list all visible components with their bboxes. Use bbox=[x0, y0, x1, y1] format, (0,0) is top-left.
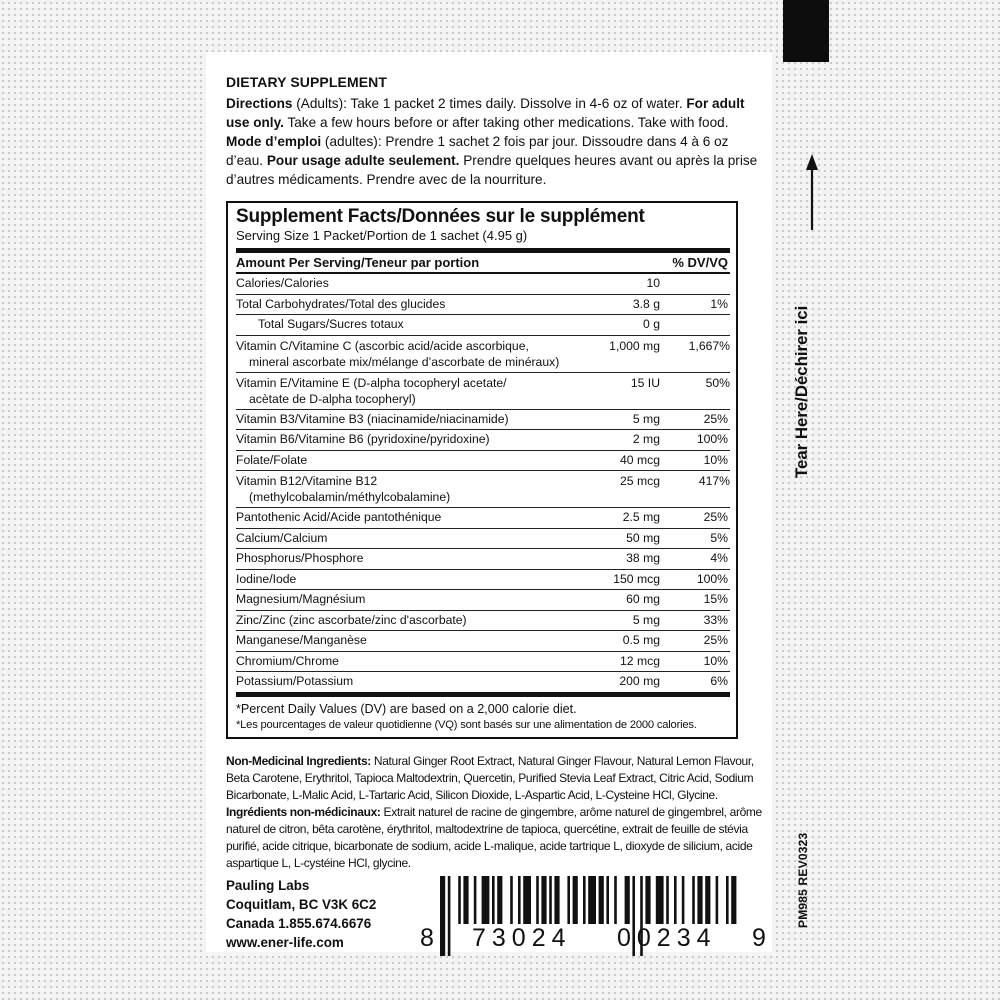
barcode-bar bbox=[510, 876, 513, 924]
barcode-bar bbox=[645, 876, 650, 924]
nutrient-name-line-2: (methylcobalamin/méthylcobalamine) bbox=[249, 490, 451, 504]
ingredients-fr-label: Ingrédients non-médicinaux: bbox=[226, 804, 381, 819]
nutrient-name bbox=[236, 372, 568, 409]
barcode-bar bbox=[554, 876, 559, 924]
barcode-bar bbox=[705, 876, 710, 924]
barcode-bar bbox=[518, 876, 521, 924]
nutrient-name-line: Zinc/Zinc (zinc ascorbate/zinc d'ascorbate) bbox=[236, 612, 467, 627]
nutrient-amount: 38 mg bbox=[568, 549, 660, 570]
directions-fr: (adultes): Prendre 1 sachet 2 fois par jour. Dissoudre dans 4 à 6 oz d’eau. bbox=[226, 134, 729, 168]
barcode-bar bbox=[614, 876, 617, 924]
barcode-bar bbox=[692, 876, 695, 924]
barcode-bar bbox=[448, 876, 451, 956]
nutrient-name bbox=[236, 672, 568, 693]
nutrient-amount: 2 mg bbox=[568, 430, 660, 451]
amount-header: Amount Per Serving/Teneur par portion bbox=[236, 253, 660, 273]
nutrient-row bbox=[236, 651, 730, 672]
nutrient-dv: 1,667% bbox=[660, 335, 730, 372]
nutrient-table bbox=[236, 253, 730, 693]
nutrient-amount: 0 g bbox=[568, 315, 660, 336]
nutrient-name bbox=[236, 335, 568, 372]
nutrient-dv bbox=[660, 315, 730, 336]
nutrient-name-line: Iodine/Iode bbox=[236, 571, 297, 586]
barcode-bar bbox=[682, 876, 685, 924]
nutrient-dv: 15% bbox=[660, 590, 730, 611]
barcode-bar bbox=[549, 876, 552, 924]
barcode-bar bbox=[482, 876, 490, 924]
nutrient-dv: 100% bbox=[660, 430, 730, 451]
nutrient-row bbox=[236, 528, 730, 549]
barcode-bar bbox=[731, 876, 736, 924]
tear-here-label[interactable]: Tear Here/Déchirer ici bbox=[792, 305, 811, 478]
nutrient-name-line: Magnesium/Magnésium bbox=[236, 592, 366, 606]
barcode-bar bbox=[523, 876, 531, 924]
company-phone: Canada 1.855.674.6676 bbox=[226, 916, 372, 931]
barcode-bar bbox=[541, 876, 546, 924]
nutrient-row bbox=[236, 409, 730, 430]
barcode-bar bbox=[656, 876, 664, 924]
nutrient-dv: 10% bbox=[660, 651, 730, 672]
nutrient-row bbox=[236, 335, 730, 372]
barcode-bar bbox=[625, 876, 630, 924]
nutrient-row bbox=[236, 471, 730, 508]
nutrient-dv: 10% bbox=[660, 450, 730, 471]
directions-en-bold: For adult use only. bbox=[226, 96, 745, 130]
nutrient-name-line-2: mineral ascorbate mix/mélange d’ascorbate de minéraux) bbox=[249, 354, 560, 369]
barcode-bar bbox=[666, 876, 669, 924]
nutrient-row bbox=[236, 610, 730, 631]
nutrient-amount: 15 IU bbox=[568, 372, 660, 409]
directions-en: (Adults): Take 1 packet 2 times daily. Dissolve in 4-6 oz of water. bbox=[292, 96, 687, 111]
nutrient-row bbox=[236, 273, 730, 294]
barcode-left-group: 73024 bbox=[472, 924, 572, 952]
ingredients-en-label: Non-Medicinal Ingredients: bbox=[226, 753, 371, 768]
nutrient-name-line: Pantothenic Acid/Acide pantothénique bbox=[236, 510, 442, 524]
serving-size: Serving Size 1 Packet/Portion de 1 sachet (4.95 g) bbox=[236, 228, 730, 253]
nutrient-row bbox=[236, 430, 730, 451]
barcode-bar bbox=[573, 876, 578, 924]
nutrient-row bbox=[236, 590, 730, 611]
label-content bbox=[226, 74, 766, 872]
nutrient-dv: 6% bbox=[660, 672, 730, 693]
nutrient-name bbox=[236, 409, 568, 430]
nutrient-name bbox=[236, 569, 568, 590]
nutrient-dv bbox=[660, 273, 730, 294]
dv-header: % DV/VQ bbox=[660, 253, 730, 273]
nutrient-dv: 25% bbox=[660, 508, 730, 529]
nutrient-name bbox=[236, 549, 568, 570]
nutrient-amount: 1,000 mg bbox=[568, 335, 660, 372]
nutrient-dv: 5% bbox=[660, 528, 730, 549]
nutrient-name bbox=[236, 430, 568, 451]
nutrient-row bbox=[236, 372, 730, 409]
nutrient-amount: 12 mcg bbox=[568, 651, 660, 672]
nutrient-name bbox=[236, 590, 568, 611]
nutrient-amount: 25 mcg bbox=[568, 471, 660, 508]
barcode-bar bbox=[674, 876, 677, 924]
nutrient-row bbox=[236, 569, 730, 590]
barcode-bar bbox=[697, 876, 702, 924]
nutrient-name bbox=[236, 273, 568, 294]
nutrient-row bbox=[236, 315, 730, 336]
barcode-bar bbox=[583, 876, 586, 924]
nutrient-name bbox=[236, 651, 568, 672]
nutrient-amount: 0.5 mg bbox=[568, 631, 660, 652]
nutrient-amount: 60 mg bbox=[568, 590, 660, 611]
nutrient-dv: 25% bbox=[660, 409, 730, 430]
product-code: PM985 REV0323 bbox=[796, 832, 810, 928]
barcode-bar bbox=[726, 876, 729, 924]
nutrient-dv: 33% bbox=[660, 610, 730, 631]
barcode-first-digit: 8 bbox=[420, 924, 440, 952]
page-title: DIETARY SUPPLEMENT bbox=[226, 74, 388, 90]
nutrient-name bbox=[236, 450, 568, 471]
nutrient-amount: 50 mg bbox=[568, 528, 660, 549]
barcode-bar bbox=[536, 876, 539, 924]
nutrient-amount: 5 mg bbox=[568, 610, 660, 631]
mode-emploi-label: Mode d’emploi bbox=[226, 134, 322, 149]
nutrient-name bbox=[236, 315, 568, 336]
ingredients-text bbox=[226, 753, 770, 872]
nutrient-name bbox=[236, 508, 568, 529]
nutrient-name bbox=[236, 610, 568, 631]
nutrient-name bbox=[236, 471, 568, 508]
barcode-right-group: 00234 bbox=[617, 924, 717, 952]
corner-block bbox=[783, 0, 829, 62]
barcode-bar bbox=[716, 876, 719, 924]
footnote-en: *Percent Daily Values (DV) are based on a 2,000 calorie diet. bbox=[236, 701, 577, 716]
nutrient-row bbox=[236, 450, 730, 471]
nutrient-name-line: Calories/Calories bbox=[236, 276, 329, 290]
nutrient-name-line: Chromium/Chrome bbox=[236, 653, 339, 668]
company-address: Coquitlam, BC V3K 6C2 bbox=[226, 897, 377, 912]
footnotes bbox=[236, 692, 730, 733]
barcode-bar bbox=[458, 876, 461, 924]
nutrient-dv: 100% bbox=[660, 569, 730, 590]
ingredients-en: Natural Ginger Root Extract, Natural Ginger Flavour, Natural Lemon Flavour, Beta Carotene, Erythritol, Tapioca Maltodextrin, Quercetin, Purified Stevia Leaf Extract, Citric Acid, Sodium Bicarbonate, L-Malic Acid, L-Tartaric Acid, Silicon Dioxide, L-Aspartic Acid, L-Cysteine HCl, Glycine. bbox=[226, 753, 754, 802]
directions-label: Directions bbox=[226, 96, 293, 111]
nutrient-row bbox=[236, 631, 730, 652]
nutrient-name-line: Vitamin C/Vitamine C (ascorbic acid/acide ascorbique, bbox=[236, 338, 529, 353]
barcode-bar bbox=[492, 876, 495, 924]
nutrient-row bbox=[236, 672, 730, 693]
barcode-bar bbox=[497, 876, 502, 924]
barcode-last-digit: 9 bbox=[752, 924, 772, 952]
nutrient-dv: 4% bbox=[660, 549, 730, 570]
nutrient-amount: 200 mg bbox=[568, 672, 660, 693]
company-info bbox=[226, 876, 376, 952]
nutrient-amount: 150 mcg bbox=[568, 569, 660, 590]
nutrient-row bbox=[236, 294, 730, 315]
nutrient-amount: 10 bbox=[568, 273, 660, 294]
nutrient-name-line: Vitamin B6/Vitamine B6 (pyridoxine/pyridoxine) bbox=[236, 432, 490, 446]
nutrient-amount: 3.8 g bbox=[568, 294, 660, 315]
nutrient-row bbox=[236, 508, 730, 529]
nutrient-dv: 25% bbox=[660, 631, 730, 652]
nutrient-name-line: Phosphorus/Phosphore bbox=[236, 551, 364, 565]
barcode-bar bbox=[606, 876, 609, 924]
nutrient-name-line: Total Carbohydrates/Total des glucides bbox=[236, 296, 446, 311]
nutrient-dv: 417% bbox=[660, 471, 730, 508]
nutrient-name-line: Vitamin B12/Vitamine B12 bbox=[236, 474, 378, 488]
barcode-bar bbox=[588, 876, 596, 924]
barcode-bar bbox=[474, 876, 477, 924]
nutrient-amount: 5 mg bbox=[568, 409, 660, 430]
company-website: www.ener-life.com bbox=[226, 935, 344, 950]
nutrient-name bbox=[236, 528, 568, 549]
nutrient-amount: 40 mcg bbox=[568, 450, 660, 471]
nutrient-name-line: Vitamin B3/Vitamine B3 (niacinamide/niacinamide) bbox=[236, 411, 509, 426]
barcode-bar bbox=[567, 876, 570, 924]
nutrient-name bbox=[236, 631, 568, 652]
nutrient-name-line: Vitamin E/Vitamine E (D-alpha tocopheryl acetate/ bbox=[236, 375, 507, 390]
directions-en-2: Take a few hours before or after taking other medications. Take with food. bbox=[283, 115, 729, 130]
directions-fr-2: Prendre quelques heures avant ou après la prise d’autres médicaments. Prendre avec de la nourriture. bbox=[226, 153, 758, 187]
nutrient-name-line: Potassium/Potassium bbox=[236, 674, 354, 688]
nutrient-name bbox=[236, 294, 568, 315]
nutrient-row bbox=[236, 549, 730, 570]
company-name: Pauling Labs bbox=[226, 878, 310, 893]
directions-text bbox=[226, 94, 766, 189]
nutrient-name-line-2: acètate de D-alpha tocopheryl) bbox=[249, 391, 416, 406]
nutrient-name-line: Calcium/Calcium bbox=[236, 530, 328, 545]
nutrient-dv: 50% bbox=[660, 372, 730, 409]
nutrient-name-line: Folate/Folate bbox=[236, 452, 308, 467]
ingredients-fr: Extrait naturel de racine de gingembre, arôme naturel de gingembrel, arôme naturel de citron, bêta carotène, érythritol, maltodextrine de tapioca, quercétine, extrait de feuille de stévia purifié, acide citrique, bicarbonate de sodium, acide L-malique, acide tartrique L, dioxyde de silicium, acide aspartique L, L-cystéine HCl, glycine. bbox=[226, 804, 762, 870]
nutrient-name-line: Total Sugars/Sucres totaux bbox=[258, 317, 404, 331]
barcode-bar bbox=[440, 876, 445, 956]
footnote-fr: *Les pourcentages de valeur quotidienne (VQ) sont basés sur une alimentation de 2000 calories. bbox=[236, 718, 697, 731]
barcode-bar bbox=[599, 876, 604, 924]
supplement-facts-panel bbox=[226, 201, 738, 739]
facts-title: Supplement Facts/Données sur le supplément bbox=[236, 206, 645, 227]
barcode-bar bbox=[463, 876, 468, 924]
nutrient-amount: 2.5 mg bbox=[568, 508, 660, 529]
nutrient-dv: 1% bbox=[660, 294, 730, 315]
nutrient-name-line: Manganese/Manganèse bbox=[236, 633, 367, 647]
directions-fr-bold: Pour usage adulte seulement. bbox=[266, 153, 460, 168]
